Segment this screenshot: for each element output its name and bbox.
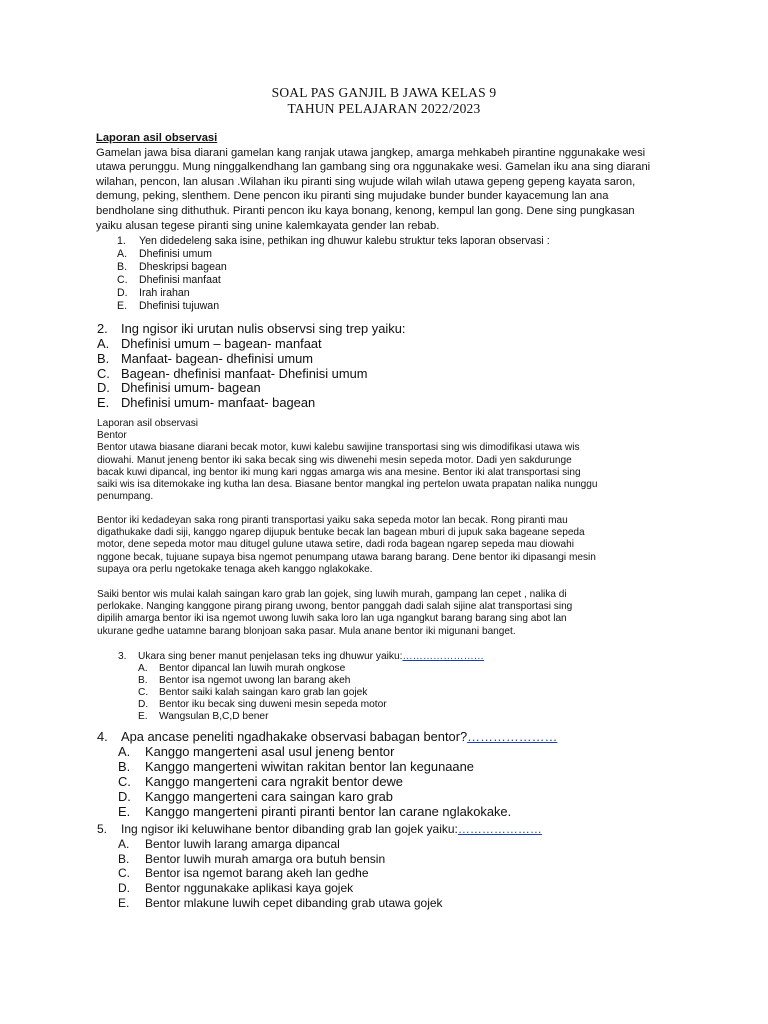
reading-2-line: perlokake. Nanging kanggone pirang pirang uwong, bentor panggah dadi salah sijine alat transportasi sing bbox=[97, 601, 573, 613]
option-letter: A. bbox=[97, 336, 110, 351]
reading-1-line: demung, peking, slenthem. Dene pencon iku piranti sing mujudake bunder bunder kayacemung lan ana bbox=[96, 190, 609, 203]
q5-option-b bbox=[118, 852, 385, 866]
option-letter: C. bbox=[117, 274, 128, 286]
option-letter: B. bbox=[118, 759, 131, 774]
reading-2-line: Bentor iki kedadeyan saka rong piranti transportasi yaiku saka sepeda motor lan becak. Rong piranti mau bbox=[97, 515, 568, 526]
option-letter: D. bbox=[117, 287, 128, 299]
option-text: Bentor mlakune luwih cepet dibanding grab utawa gojek bbox=[145, 896, 443, 910]
option-text: Dhefinisi umum- bagean bbox=[121, 380, 261, 395]
reading-2 bbox=[97, 418, 663, 503]
option-text: Wangsulan B,C,D bener bbox=[159, 711, 269, 722]
reading-1-line: bendholane sing dithuthuk. Piranti pencon iku kaya bonang, kenong, kempul lan gong. Dene sing pungkasan bbox=[96, 204, 635, 217]
q4-option-c bbox=[118, 774, 403, 789]
option-letter: E. bbox=[118, 804, 131, 819]
option-letter: E. bbox=[97, 395, 110, 410]
option-text: Bagean- dhefinisi manfaat- Dhefinisi umum bbox=[121, 366, 368, 381]
q3-option-d bbox=[138, 699, 387, 710]
q3-option-b bbox=[138, 675, 350, 686]
option-letter: A. bbox=[138, 663, 148, 674]
option-letter: B. bbox=[117, 261, 128, 273]
q3-option-a bbox=[138, 663, 345, 674]
question-1 bbox=[117, 235, 550, 247]
reading-2-para-3 bbox=[97, 589, 663, 638]
q3-option-e bbox=[138, 711, 268, 722]
question-text: Ukara sing bener manut penjelasan teks ing dhuwur yaiku: bbox=[138, 651, 403, 662]
q2-option-c bbox=[97, 366, 367, 381]
question-number: 3. bbox=[118, 651, 127, 662]
option-text: Bentor iku becak sing duweni mesin sepeda motor bbox=[159, 699, 387, 710]
option-letter: A. bbox=[118, 837, 130, 851]
reading-1 bbox=[96, 131, 676, 233]
question-5 bbox=[97, 822, 542, 836]
option-text: Dhefinisi umum- manfaat- bagean bbox=[121, 395, 316, 410]
answer-blank: …………………… bbox=[402, 651, 484, 662]
q4-option-b bbox=[118, 759, 474, 774]
option-text: Kanggo mangerteni piranti piranti bentor lan carane nglakokake. bbox=[145, 804, 512, 819]
option-text: Manfaat- bagean- dhefinisi umum bbox=[121, 351, 314, 366]
option-letter: E. bbox=[117, 300, 128, 312]
reading-2-para-2 bbox=[97, 515, 663, 576]
reading-2-line: bacak kuwi dipancal, ing bentor iki mung kari nggas amarga wis ana mesine. Bentor iki alat transportasi sing bbox=[97, 466, 581, 478]
option-letter: B. bbox=[97, 351, 110, 366]
answer-blank: ………………… bbox=[467, 729, 558, 744]
q4-option-e bbox=[118, 804, 511, 819]
option-text: Kanggo mangerteni cara ngrakit bentor dewe bbox=[145, 774, 403, 789]
option-text: Bentor isa ngemot barang akeh lan gedhe bbox=[145, 866, 369, 880]
option-text: Bentor saiki kalah saingan karo grab lan gojek bbox=[159, 687, 368, 698]
question-text: Apa ancase peneliti ngadhakake observasi babagan bentor? bbox=[121, 729, 468, 744]
q2-option-b bbox=[97, 351, 313, 366]
q5-option-c bbox=[118, 866, 369, 880]
exam-title: SOAL PAS GANJIL B JAWA KELAS 9 bbox=[271, 85, 497, 100]
question-number: 1. bbox=[117, 235, 126, 247]
option-letter: C. bbox=[97, 366, 110, 381]
reading-2-subheading: Bentor bbox=[97, 430, 127, 442]
q5-option-a bbox=[118, 837, 340, 851]
option-letter: D. bbox=[138, 699, 149, 710]
q5-option-d bbox=[118, 881, 353, 895]
option-letter: C. bbox=[118, 866, 130, 880]
q4-option-d bbox=[118, 789, 393, 804]
reading-2-heading: Laporan asil observasi bbox=[97, 418, 198, 429]
reading-1-line: Gamelan jawa bisa diarani gamelan kang ranjak utawa jangkep, amarga mehkabeh pirantine nggunakake wesi bbox=[96, 146, 646, 159]
q4-option-a bbox=[118, 744, 394, 759]
option-text: Bentor isa ngemot uwong lan barang akeh bbox=[159, 675, 351, 686]
reading-2-line: Saiki bentor wis mulai kalah saingan karo grab lan gojek, sing luwih murah, gampang lan cepet , nalika di bbox=[97, 589, 567, 600]
reading-1-heading: Laporan asil observasi bbox=[96, 132, 218, 144]
reading-1-line: utawa perunggu. Mung ninggalkendhang lan gambang sing ora nggunakake wesi. Gamelan iku ana sing diarani bbox=[96, 161, 651, 174]
q1-option-e bbox=[117, 300, 219, 312]
reading-2-line: penumpang. bbox=[97, 491, 154, 503]
answer-blank: ………………… bbox=[457, 822, 542, 836]
option-text: Dhefinisi umum bbox=[139, 248, 213, 260]
question-text: Yen didedeleng saka isine, pethikan ing dhuwur kalebu struktur teks laporan observasi : bbox=[139, 235, 550, 247]
option-letter: E. bbox=[138, 711, 148, 722]
option-text: Irah irahan bbox=[139, 287, 190, 299]
q2-option-a bbox=[97, 336, 322, 351]
question-number: 5. bbox=[97, 822, 108, 836]
reading-2-line: digathukake dadi siji, kanggo ngarep dijupuk bentuke becak lan bagean mburi di jupuk saka bageane sepeda bbox=[97, 527, 585, 539]
option-text: Kanggo mangerteni wiwitan rakitan bentor lan kegunaane bbox=[145, 759, 474, 774]
reading-2-line: diowahi. Manut jeneng bentor iki saka becak sing wis diwenehi mesin sepeda motor. Dadi yen sakdurunge bbox=[97, 454, 572, 466]
reading-2-line: supaya ora perlu ngetokake tenaga akeh kanggo nglakokake. bbox=[97, 563, 373, 575]
option-text: Dhefinisi manfaat bbox=[139, 274, 221, 286]
option-text: Kanggo mangerteni cara saingan karo grab bbox=[145, 789, 393, 804]
question-text: Ing ngisor iki keluwihane bentor dibanding grab lan gojek yaiku: bbox=[121, 822, 458, 836]
option-letter: C. bbox=[118, 774, 131, 789]
option-letter: C. bbox=[138, 687, 149, 698]
option-text: Dhefinisi umum – bagean- manfaat bbox=[121, 336, 322, 351]
option-letter: D. bbox=[118, 789, 131, 804]
q5-option-e bbox=[118, 896, 443, 910]
option-letter: B. bbox=[118, 852, 130, 866]
option-text: Bentor luwih murah amarga ora butuh bensin bbox=[145, 852, 386, 866]
option-text: Bentor dipancal lan luwih murah ongkose bbox=[159, 663, 346, 674]
q2-option-d bbox=[97, 380, 261, 395]
option-letter: A. bbox=[118, 744, 131, 759]
q1-option-a bbox=[117, 248, 212, 260]
question-number: 4. bbox=[97, 729, 108, 744]
reading-1-line: wilahan, pencon, lan alusan .Wilahan iku piranti sing wujude wilah wilah utawa gepeng gepeng kayata saron, bbox=[96, 175, 636, 188]
option-letter: E. bbox=[118, 896, 130, 910]
question-2 bbox=[97, 321, 405, 336]
option-letter: B. bbox=[138, 675, 148, 686]
option-text: Kanggo mangerteni asal usul jeneng bentor bbox=[145, 744, 395, 759]
reading-2-line: saiki wis isa ditemokake ing kutha lan desa. Biasane bentor mangkal ing pertelon uwata prapatan nalika nunggu bbox=[97, 479, 598, 491]
question-text: Ing ngisor iki urutan nulis observsi sing trep yaiku: bbox=[121, 321, 406, 336]
q1-option-b bbox=[117, 261, 227, 273]
option-text: Dhefinisi tujuwan bbox=[139, 300, 220, 312]
reading-2-line: dipilih amarga bentor iki isa ngemot uwong luwih saka loro lan uga ngangkut barang barang sing abot lan bbox=[97, 613, 567, 625]
q3-option-c bbox=[138, 687, 367, 698]
option-letter: D. bbox=[118, 881, 130, 895]
option-text: Dheskripsi bagean bbox=[139, 261, 227, 273]
reading-2-line: Bentor utawa biasane diarani becak motor, kuwi kalebu sawijine transportasi sing wis dimodifikasi utawa wis bbox=[97, 442, 580, 454]
question-number: 2. bbox=[97, 321, 108, 336]
question-4 bbox=[97, 729, 557, 744]
option-letter: A. bbox=[117, 248, 128, 260]
reading-1-line: yaiku alusan tegese piranti sing unine kalemkayata gender lan rebab. bbox=[96, 219, 440, 232]
reading-2-line: motor, dene sepeda motor mau ditugel gulune utawa setire, dadi roda bagean ngarep sepeda mau diowahi bbox=[97, 539, 574, 551]
reading-2-line: nggone becak, tujuane supaya bisa ngemot penumpang utawa barang barang. Dene bentor iki dipasangi mesin bbox=[97, 551, 596, 563]
question-3 bbox=[118, 651, 484, 662]
reading-2-line: ukurane gedhe uatamne barang blonjoan saka pasar. Mula anane bentor iki migunani banget. bbox=[97, 625, 516, 637]
option-letter: D. bbox=[97, 380, 110, 395]
q1-option-c bbox=[117, 274, 221, 286]
option-text: Bentor luwih larang amarga dipancal bbox=[145, 837, 340, 851]
q2-option-e bbox=[97, 395, 315, 410]
exam-year: TAHUN PELAJARAN 2022/2023 bbox=[287, 101, 481, 116]
option-text: Bentor nggunakake aplikasi kaya gojek bbox=[145, 881, 354, 895]
q1-option-d bbox=[117, 287, 190, 299]
